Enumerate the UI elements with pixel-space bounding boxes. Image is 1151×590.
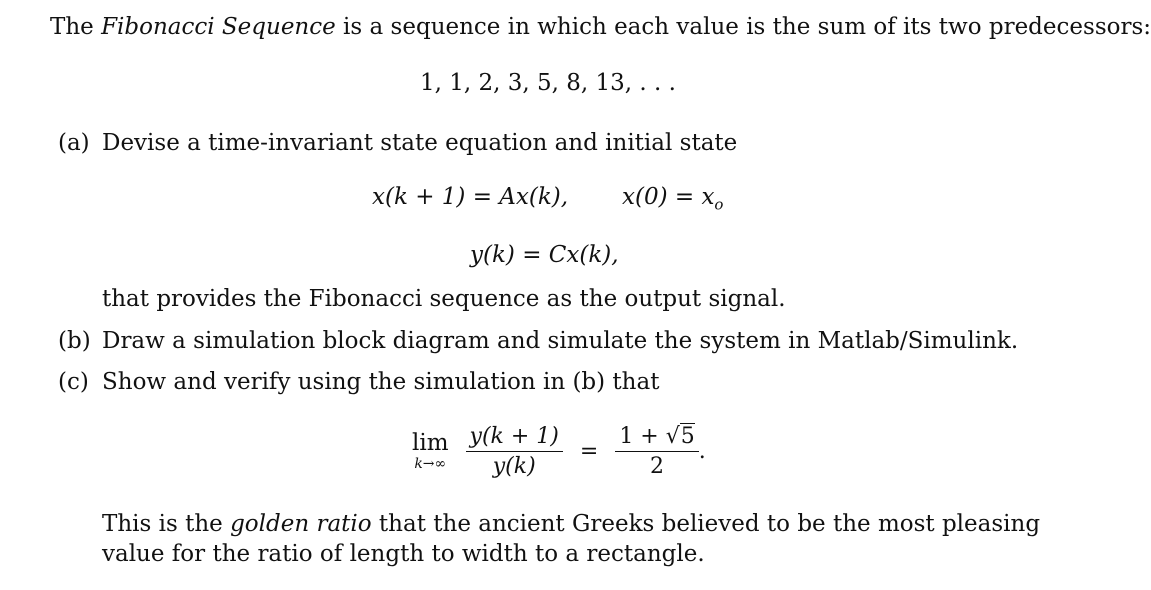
initial-state-subscript: o: [714, 195, 724, 214]
output-equation: y(k) = Cx(k),: [470, 242, 619, 268]
golden-fraction: [615, 424, 698, 479]
closing-prefix: This is the: [102, 511, 231, 537]
intro-emphasis: Fibonacci Sequence: [101, 14, 336, 40]
golden-denominator: 2: [650, 454, 665, 479]
intro-prefix: The: [50, 14, 102, 40]
closing-line-1: [102, 511, 1040, 537]
part-b-text: Draw a simulation block diagram and simulate the system in Matlab/Simulink.: [102, 328, 1019, 354]
limit-text: lim: [412, 430, 449, 456]
part-a-label: (a): [58, 130, 90, 156]
golden-ratio-limit: [412, 424, 706, 479]
sequence-display: 1, 1, 2, 3, 5, 8, 13, . . .: [420, 70, 676, 96]
final-period: .: [698, 439, 706, 464]
intro-paragraph: [50, 14, 1151, 40]
part-c-label: (c): [58, 369, 89, 395]
state-equation: x(k + 1) = Ax(k),: [372, 184, 569, 210]
closing-line-2: value for the ratio of length to width to a rectangle.: [102, 541, 705, 567]
part-a-after: that provides the Fibonacci sequence as the output signal.: [102, 286, 786, 312]
golden-numerator-prefix: 1 + √: [619, 424, 680, 449]
golden-numerator-radicand: 5: [680, 424, 695, 449]
ratio-denominator: y(k): [492, 454, 536, 479]
golden-numerator: [615, 424, 698, 452]
part-a-text: Devise a time-invariant state equation and initial state: [102, 130, 738, 156]
ratio-fraction: [466, 424, 563, 479]
equals-sign: =: [579, 439, 599, 464]
intro-suffix: is a sequence in which each value is the sum of its two predecessors:: [335, 14, 1151, 40]
initial-state: [622, 184, 723, 214]
ratio-numerator: y(k + 1): [466, 424, 563, 452]
limit-operator: [412, 432, 449, 471]
part-c-text: Show and verify using the simulation in (b) that: [102, 369, 660, 395]
part-b-label: (b): [58, 328, 91, 354]
closing-line1-suffix: that the ancient Greeks believed to be the most pleasing: [371, 511, 1041, 537]
closing-emphasis: golden ratio: [230, 511, 372, 537]
limit-subscript: k→∞: [414, 456, 447, 472]
initial-state-text: x(0) = x: [622, 184, 715, 210]
